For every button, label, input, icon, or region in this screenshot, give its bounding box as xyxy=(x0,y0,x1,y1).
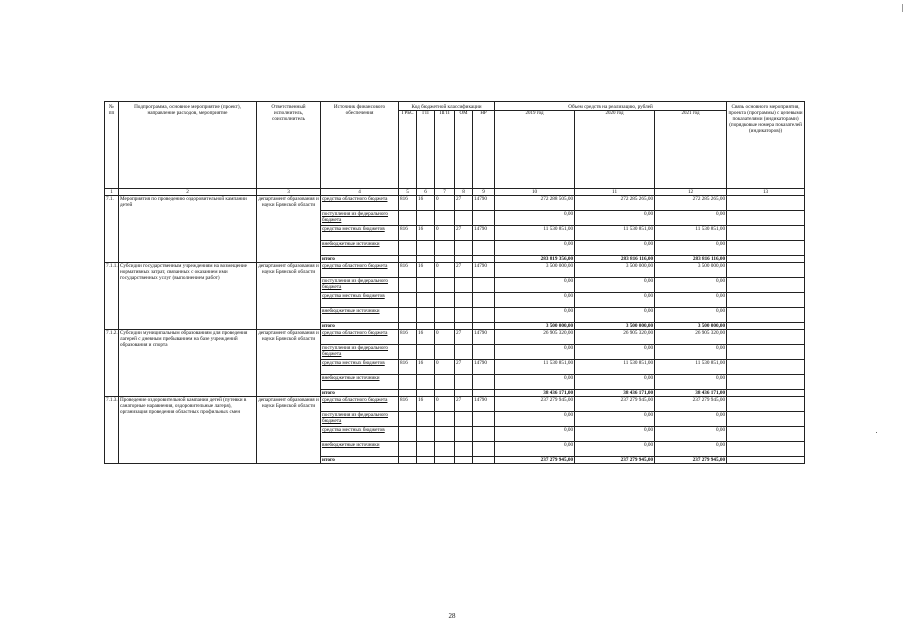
code-cell xyxy=(455,308,473,323)
code-cell xyxy=(435,345,455,360)
table-row xyxy=(105,330,805,345)
code-cell: 27 xyxy=(455,196,473,211)
link-cell xyxy=(727,226,805,241)
amount-cell: 0,00 xyxy=(575,442,655,457)
code-cell xyxy=(455,211,473,226)
source-label: внебюджетные источники xyxy=(322,308,380,314)
code-cell xyxy=(455,412,473,427)
code-cell xyxy=(417,278,435,293)
code-cell: 816 xyxy=(399,397,417,412)
amount-cell: 0,00 xyxy=(655,308,727,323)
scan-dust-dot xyxy=(876,432,877,433)
table-row xyxy=(105,196,805,211)
amount-cell: 0,00 xyxy=(495,293,575,308)
column-number-cell: 1 xyxy=(105,189,119,196)
code-cell xyxy=(473,256,495,263)
code-cell xyxy=(399,241,417,256)
row-responsible: департамент образования и науки Брянской области xyxy=(257,330,321,397)
code-cell: 14790 xyxy=(473,360,495,375)
code-cell xyxy=(455,442,473,457)
code-cell: 14790 xyxy=(473,196,495,211)
amount-cell: 0,00 xyxy=(575,241,655,256)
amount-cell: 3 500 000,00 xyxy=(655,263,727,278)
code-cell: 16 xyxy=(417,360,435,375)
code-cell xyxy=(435,323,455,330)
amount-cell: 0,00 xyxy=(495,427,575,442)
amount-cell: 0,00 xyxy=(575,412,655,427)
code-cell xyxy=(473,442,495,457)
code-cell xyxy=(435,256,455,263)
header-source: Источник финансового обеспечения xyxy=(321,102,399,189)
row-number: 7.1.1. xyxy=(105,263,119,330)
link-cell xyxy=(727,211,805,226)
total-label: итого xyxy=(321,457,399,464)
code-cell: 0 xyxy=(435,196,455,211)
code-cell xyxy=(473,427,495,442)
link-cell xyxy=(727,308,805,323)
row-source xyxy=(321,330,399,345)
row-source xyxy=(321,360,399,375)
code-cell xyxy=(435,278,455,293)
row-name: Проведение оздоровительной кампании детей (путевки в санаторные наравнения, оздоровительные лагеря), организация проведения областных профильных смен xyxy=(119,397,257,464)
source-label: внебюджетные источники xyxy=(322,241,380,247)
code-cell xyxy=(417,323,435,330)
row-source xyxy=(321,412,399,427)
amount-cell: 0,00 xyxy=(495,412,575,427)
amount-cell: 11 530 851,00 xyxy=(655,226,727,241)
header-year-2019: 2019 год xyxy=(495,111,575,189)
table-header-row xyxy=(105,102,805,111)
code-cell xyxy=(435,308,455,323)
source-label: средства местных бюджетов xyxy=(322,427,385,433)
link-cell xyxy=(727,412,805,427)
amount-cell: 3 500 000,00 xyxy=(495,263,575,278)
total-amount: 237 279 945,00 xyxy=(575,457,655,464)
amount-cell: 26 905 320,00 xyxy=(655,330,727,345)
amount-cell: 0,00 xyxy=(575,293,655,308)
column-number-cell: 3 xyxy=(257,189,321,196)
header-code-pgp: ПГП xyxy=(435,111,455,189)
row-source xyxy=(321,308,399,323)
code-cell xyxy=(417,256,435,263)
row-number: 7.1.2. xyxy=(105,330,119,397)
amount-cell: 11 530 851,00 xyxy=(495,226,575,241)
source-label: средства областного бюджета xyxy=(322,196,388,202)
row-source xyxy=(321,241,399,256)
code-cell xyxy=(435,442,455,457)
code-cell xyxy=(473,345,495,360)
code-cell: 14790 xyxy=(473,226,495,241)
code-cell xyxy=(435,457,455,464)
column-number-cell: 12 xyxy=(655,189,727,196)
header-code-nr: НР xyxy=(473,111,495,189)
code-cell xyxy=(455,323,473,330)
code-cell xyxy=(473,241,495,256)
code-cell xyxy=(399,375,417,390)
total-label: итого xyxy=(321,390,399,397)
total-amount: 3 500 000,00 xyxy=(575,323,655,330)
code-cell: 27 xyxy=(455,263,473,278)
link-cell xyxy=(727,263,805,278)
amount-cell: 0,00 xyxy=(655,442,727,457)
row-source xyxy=(321,211,399,226)
code-cell xyxy=(435,390,455,397)
amount-cell: 237 279 945,00 xyxy=(655,397,727,412)
link-cell xyxy=(727,323,805,330)
link-cell xyxy=(727,427,805,442)
header-link: Связь основного мероприятия, проекта (программы) с целевыми показателями (индикаторами) (порядковые номера показателей (индикаторов)) xyxy=(727,102,805,189)
amount-cell: 0,00 xyxy=(655,412,727,427)
code-cell xyxy=(435,211,455,226)
link-cell xyxy=(727,330,805,345)
column-number-cell: 5 xyxy=(399,189,417,196)
amount-cell: 0,00 xyxy=(495,278,575,293)
column-number-cell: 6 xyxy=(417,189,435,196)
link-cell xyxy=(727,278,805,293)
code-cell xyxy=(417,211,435,226)
code-cell xyxy=(435,375,455,390)
column-number-cell: 2 xyxy=(119,189,257,196)
amount-cell: 11 530 851,00 xyxy=(495,360,575,375)
column-number-cell: 11 xyxy=(575,189,655,196)
header-volume-group: Объем средств на реализацию, рублей xyxy=(495,102,727,111)
amount-cell: 0,00 xyxy=(655,241,727,256)
header-code-om: ОМ xyxy=(455,111,473,189)
column-number-cell: 7 xyxy=(435,189,455,196)
code-cell: 14790 xyxy=(473,263,495,278)
amount-cell: 0,00 xyxy=(575,211,655,226)
scan-edge-mark xyxy=(902,4,903,12)
code-cell xyxy=(399,457,417,464)
source-label: средства местных бюджетов xyxy=(322,226,385,232)
row-name: Мероприятия по проведению оздоровительной кампании детей xyxy=(119,196,257,263)
code-cell: 16 xyxy=(417,330,435,345)
code-cell: 27 xyxy=(455,360,473,375)
header-code-gp: ГП xyxy=(417,111,435,189)
code-cell xyxy=(417,412,435,427)
code-cell xyxy=(435,412,455,427)
amount-cell: 26 905 320,00 xyxy=(495,330,575,345)
link-cell xyxy=(727,390,805,397)
row-responsible: департамент образования и науки Брянской области xyxy=(257,263,321,330)
amount-cell: 237 279 945,00 xyxy=(495,397,575,412)
code-cell xyxy=(417,375,435,390)
code-cell xyxy=(399,256,417,263)
column-number-cell: 10 xyxy=(495,189,575,196)
link-cell xyxy=(727,196,805,211)
code-cell xyxy=(417,241,435,256)
code-cell xyxy=(399,278,417,293)
source-label: внебюджетные источники xyxy=(322,375,380,381)
total-label: итого xyxy=(321,323,399,330)
amount-cell: 0,00 xyxy=(495,345,575,360)
code-cell xyxy=(455,427,473,442)
source-label: внебюджетные источники xyxy=(322,442,380,448)
code-cell xyxy=(473,293,495,308)
code-cell: 27 xyxy=(455,330,473,345)
header-resp: Ответственный исполнитель, соисполнитель xyxy=(257,102,321,189)
amount-cell: 237 279 945,00 xyxy=(575,397,655,412)
code-cell: 816 xyxy=(399,360,417,375)
total-amount: 38 436 171,00 xyxy=(655,390,727,397)
header-code-group: Код бюджетной классификации xyxy=(399,102,495,111)
code-cell: 14790 xyxy=(473,397,495,412)
row-number: 7.1.3. xyxy=(105,397,119,464)
header-year-2020: 2020 год xyxy=(575,111,655,189)
code-cell xyxy=(417,293,435,308)
code-cell: 16 xyxy=(417,263,435,278)
code-cell xyxy=(399,293,417,308)
header-code-grbs: ГРБС xyxy=(399,111,417,189)
code-cell xyxy=(435,427,455,442)
code-cell xyxy=(455,457,473,464)
page-number: 28 xyxy=(448,612,456,620)
code-cell xyxy=(417,345,435,360)
code-cell xyxy=(399,427,417,442)
code-cell xyxy=(455,256,473,263)
amount-cell: 0,00 xyxy=(655,345,727,360)
link-cell xyxy=(727,293,805,308)
amount-cell: 0,00 xyxy=(575,345,655,360)
code-cell: 0 xyxy=(435,397,455,412)
link-cell xyxy=(727,397,805,412)
code-cell: 16 xyxy=(417,196,435,211)
source-label: средства областного бюджета xyxy=(322,263,388,269)
code-cell xyxy=(455,390,473,397)
table-row xyxy=(105,263,805,278)
code-cell xyxy=(399,442,417,457)
row-source xyxy=(321,375,399,390)
row-source xyxy=(321,278,399,293)
code-cell xyxy=(473,390,495,397)
code-cell: 0 xyxy=(435,360,455,375)
row-source xyxy=(321,196,399,211)
code-cell xyxy=(473,412,495,427)
amount-cell: 0,00 xyxy=(575,278,655,293)
source-label: поступления из федерального бюджета xyxy=(322,412,389,424)
source-label: средства местных бюджетов xyxy=(322,293,385,299)
amount-cell: 272 285 265,00 xyxy=(575,196,655,211)
code-cell xyxy=(473,308,495,323)
code-cell xyxy=(473,278,495,293)
source-label: средства областного бюджета xyxy=(322,330,388,336)
code-cell xyxy=(399,390,417,397)
total-amount: 237 279 945,00 xyxy=(495,457,575,464)
source-label: поступления из федерального бюджета xyxy=(322,345,389,357)
row-source xyxy=(321,397,399,412)
row-number: 7.1. xyxy=(105,196,119,263)
code-cell xyxy=(455,345,473,360)
row-source xyxy=(321,345,399,360)
code-cell xyxy=(399,211,417,226)
link-cell xyxy=(727,345,805,360)
amount-cell: 0,00 xyxy=(575,427,655,442)
amount-cell: 11 530 851,00 xyxy=(575,226,655,241)
code-cell: 16 xyxy=(417,226,435,241)
header-num: № пп xyxy=(105,102,119,189)
link-cell xyxy=(727,360,805,375)
link-cell xyxy=(727,375,805,390)
row-source xyxy=(321,427,399,442)
column-number-cell: 9 xyxy=(473,189,495,196)
amount-cell: 272 288 505,00 xyxy=(495,196,575,211)
code-cell: 0 xyxy=(435,226,455,241)
column-number-row xyxy=(105,189,805,196)
code-cell xyxy=(435,241,455,256)
code-cell xyxy=(435,293,455,308)
code-cell: 816 xyxy=(399,263,417,278)
code-cell xyxy=(399,308,417,323)
code-cell xyxy=(417,390,435,397)
code-cell: 27 xyxy=(455,397,473,412)
row-source xyxy=(321,263,399,278)
amount-cell: 0,00 xyxy=(495,211,575,226)
amount-cell: 0,00 xyxy=(575,375,655,390)
amount-cell: 0,00 xyxy=(495,241,575,256)
code-cell: 816 xyxy=(399,330,417,345)
code-cell xyxy=(399,323,417,330)
header-name: Подпрограмма, основное мероприятие (проект), направление расходов, мероприятие xyxy=(119,102,257,189)
code-cell xyxy=(417,427,435,442)
column-number-cell: 13 xyxy=(727,189,805,196)
amount-cell: 0,00 xyxy=(495,308,575,323)
amount-cell: 11 530 851,00 xyxy=(655,360,727,375)
code-cell: 0 xyxy=(435,263,455,278)
total-amount: 38 436 171,00 xyxy=(495,390,575,397)
source-label: поступления из федерального бюджета xyxy=(322,278,389,290)
total-amount: 283 816 116,00 xyxy=(575,256,655,263)
code-cell xyxy=(417,308,435,323)
code-cell xyxy=(455,375,473,390)
row-source xyxy=(321,293,399,308)
code-cell xyxy=(399,412,417,427)
total-label: итого xyxy=(321,256,399,263)
row-source xyxy=(321,226,399,241)
code-cell: 816 xyxy=(399,196,417,211)
amount-cell: 0,00 xyxy=(495,442,575,457)
code-cell xyxy=(417,457,435,464)
row-responsible: департамент образования и науки Брянской области xyxy=(257,397,321,464)
column-number-cell: 4 xyxy=(321,189,399,196)
total-amount: 3 500 000,00 xyxy=(495,323,575,330)
code-cell: 0 xyxy=(435,330,455,345)
source-label: поступления из федерального бюджета xyxy=(322,211,389,223)
amount-cell: 0,00 xyxy=(575,308,655,323)
budget-table-sheet xyxy=(104,101,804,464)
code-cell: 14790 xyxy=(473,330,495,345)
link-cell xyxy=(727,457,805,464)
code-cell xyxy=(473,375,495,390)
code-cell xyxy=(455,278,473,293)
row-responsible: департамент образования и науки Брянской области xyxy=(257,196,321,263)
amount-cell: 3 500 000,00 xyxy=(575,263,655,278)
amount-cell: 0,00 xyxy=(495,375,575,390)
code-cell xyxy=(399,345,417,360)
column-number-cell: 8 xyxy=(455,189,473,196)
total-amount: 38 436 171,00 xyxy=(575,390,655,397)
code-cell xyxy=(455,241,473,256)
code-cell xyxy=(473,211,495,226)
row-name: Субсидии муниципальным образованиям для проведения лагерей с дневным пребыванием на базе учреждений образования и спорта xyxy=(119,330,257,397)
code-cell xyxy=(417,442,435,457)
amount-cell: 0,00 xyxy=(655,427,727,442)
code-cell xyxy=(473,457,495,464)
amount-cell: 272 285 265,00 xyxy=(655,196,727,211)
amount-cell: 26 905 320,00 xyxy=(575,330,655,345)
total-amount: 283 819 356,00 xyxy=(495,256,575,263)
code-cell: 816 xyxy=(399,226,417,241)
code-cell xyxy=(473,323,495,330)
amount-cell: 0,00 xyxy=(655,293,727,308)
link-cell xyxy=(727,442,805,457)
amount-cell: 11 530 851,00 xyxy=(575,360,655,375)
code-cell xyxy=(455,293,473,308)
amount-cell: 0,00 xyxy=(655,211,727,226)
header-year-2021: 2021 год xyxy=(655,111,727,189)
total-amount: 283 816 116,00 xyxy=(655,256,727,263)
amount-cell: 0,00 xyxy=(655,278,727,293)
budget-table xyxy=(104,101,805,464)
row-name: Субсидии государственным учреждениям на возмещение нормативных затрат, связанных с оказанием ими государственных услуг (выполнением работ) xyxy=(119,263,257,330)
code-cell: 16 xyxy=(417,397,435,412)
amount-cell: 0,00 xyxy=(655,375,727,390)
row-source xyxy=(321,442,399,457)
code-cell: 27 xyxy=(455,226,473,241)
total-amount: 3 500 000,00 xyxy=(655,323,727,330)
table-row xyxy=(105,397,805,412)
link-cell xyxy=(727,241,805,256)
total-amount: 237 279 945,00 xyxy=(655,457,727,464)
source-label: средства областного бюджета xyxy=(322,397,388,403)
link-cell xyxy=(727,256,805,263)
source-label: средства местных бюджетов xyxy=(322,360,385,366)
